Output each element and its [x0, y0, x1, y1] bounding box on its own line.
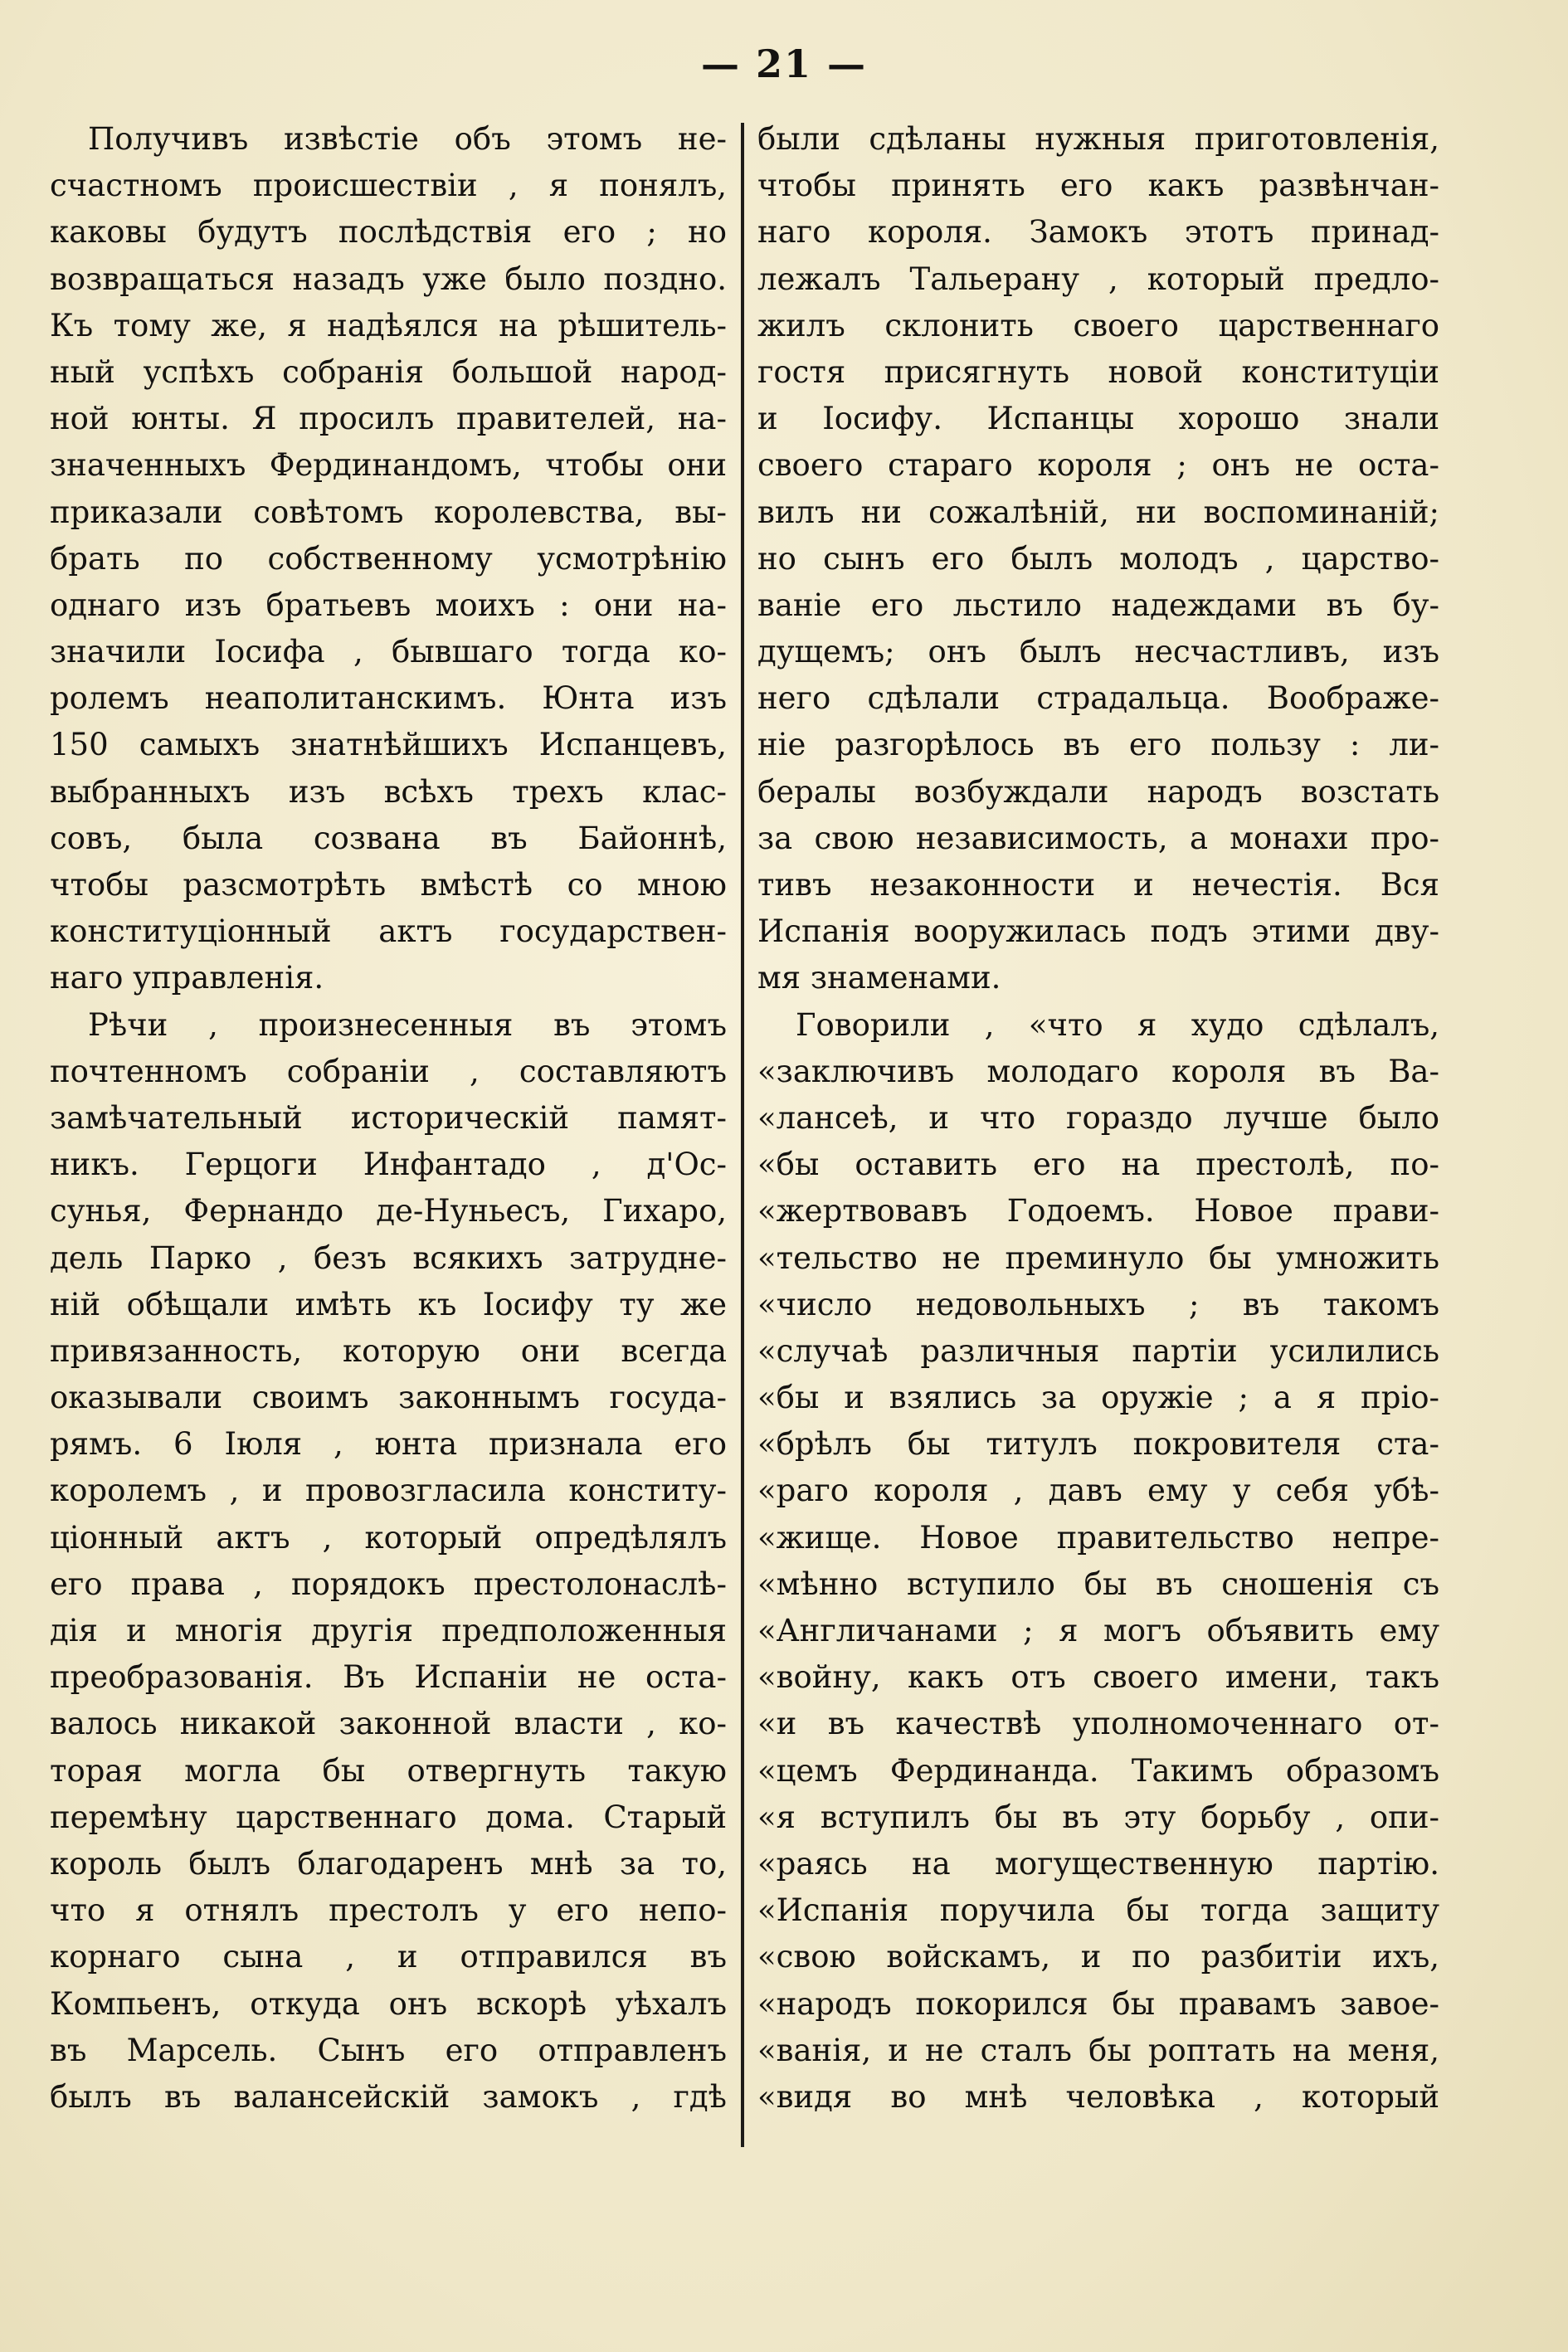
- text-line: «цемъ Фердинанда. Такимъ образомъ: [757, 1752, 1439, 1789]
- text-line: и Іосифу. Испанцы хорошо знали: [757, 401, 1439, 437]
- text-line: привязанность, которую они всегда: [50, 1332, 727, 1369]
- page-number: — 21 —: [700, 41, 868, 86]
- text-line: «Англичанами ; я могъ объявить ему: [757, 1613, 1439, 1648]
- text-line: королемъ , и провозгласила конститу-: [50, 1473, 727, 1509]
- text-line: Къ тому же, я надѣялся на рѣшитель-: [50, 307, 727, 343]
- text-line: никъ. Герцоги Инфантадо , д'Ос-: [50, 1147, 727, 1183]
- text-line: оказывали своимъ законнымъ госуда-: [50, 1380, 727, 1416]
- text-line: корнаго сына , и отправился въ: [50, 1939, 727, 1975]
- text-line: «раясь на могущественную партію.: [757, 1845, 1439, 1882]
- text-line: ролемъ неаполитанскимъ. Юнта изъ: [50, 680, 727, 717]
- text-line: «тельство не преминуло бы умножить: [757, 1239, 1439, 1276]
- text-line: но сынъ его былъ молодъ , царство-: [757, 540, 1439, 577]
- right-text-column: [757, 116, 1439, 2121]
- text-line: чтобы разсмотрѣть вмѣстѣ со мною: [50, 867, 727, 903]
- text-line: дущемъ; онъ былъ несчастливъ, изъ: [757, 634, 1439, 670]
- text-line: ваніе его льстило надеждами въ бу-: [757, 587, 1439, 623]
- text-line: гостя присягнуть новой конституціи: [757, 353, 1439, 390]
- text-line: ціонный актъ , который опредѣлялъ: [50, 1519, 727, 1556]
- text-line: значенныхъ Фердинандомъ, чтобы они: [50, 447, 727, 484]
- text-line: Испанія вооружилась подъ этими дву-: [757, 913, 1439, 950]
- text-line: вилъ ни сожалѣній, ни воспоминаній;: [757, 494, 1439, 530]
- text-line: король былъ благодаренъ мнѣ за то,: [50, 1845, 727, 1882]
- text-line: «бы оставить его на престолѣ, по-: [757, 1147, 1439, 1183]
- text-line: «мѣнно вступило бы въ сношенія съ: [757, 1566, 1439, 1602]
- text-line: за свою независимость, а монахи про-: [757, 820, 1439, 856]
- text-line: его права , порядокъ престолонаслѣ-: [50, 1566, 727, 1602]
- text-line: что я отнялъ престолъ у его непо-: [50, 1892, 727, 1929]
- text-line: ный успѣхъ собранія большой народ-: [50, 353, 727, 390]
- text-line: наго короля. Замокъ этотъ принад-: [757, 214, 1439, 251]
- text-line: «жертвовавъ Годоемъ. Новое прави-: [757, 1193, 1439, 1230]
- text-line: бералы возбуждали народъ возстать: [757, 773, 1439, 810]
- text-line: сунья, Фернандо де-Нуньесъ, Гихаро,: [50, 1193, 727, 1230]
- text-line: него сдѣлали страдальца. Воображе-: [757, 680, 1439, 717]
- text-line: наго управленія.: [50, 960, 324, 996]
- text-line: Компьенъ, откуда онъ вскорѣ уѣхалъ: [50, 1985, 727, 2022]
- text-line: замѣчательный историческій памят-: [50, 1099, 727, 1136]
- text-line: «случаѣ различныя партіи усилились: [757, 1332, 1439, 1369]
- text-line: валось никакой законной власти , ко-: [50, 1706, 727, 1742]
- text-line: «и въ качествѣ уполномоченнаго от-: [757, 1706, 1439, 1742]
- text-line: совъ, была созвана въ Байоннѣ,: [50, 820, 727, 856]
- text-line: выбранныхъ изъ всѣхъ трехъ клас-: [50, 773, 727, 810]
- text-line: Получивъ извѣстіе объ этомъ не-: [88, 121, 727, 157]
- text-line: «Испанія поручила бы тогда защиту: [757, 1892, 1439, 1929]
- text-line: ной юнты. Я просилъ правителей, на-: [50, 401, 727, 437]
- text-line: мя знаменами.: [757, 960, 1001, 996]
- text-line: ніе разгорѣлось въ его пользу : ли-: [757, 727, 1439, 763]
- text-line: «свою войскамъ, и по разбитіи ихъ,: [757, 1939, 1439, 1975]
- text-line: были сдѣланы нужныя приготовленія,: [757, 121, 1439, 157]
- text-line: «видя во мнѣ человѣка , который: [757, 2078, 1439, 2115]
- text-line: дель Парко , безъ всякихъ затрудне-: [50, 1239, 727, 1276]
- text-line: былъ въ валансейскій замокъ , гдѣ: [50, 2078, 727, 2115]
- text-line: «ванія, и не сталъ бы роптать на меня,: [757, 2032, 1439, 2068]
- text-line: каковы будутъ послѣдствія его ; но: [50, 214, 727, 251]
- text-line: лежалъ Тальерану , который предло-: [757, 261, 1439, 297]
- text-line: «народъ покорился бы правамъ завое-: [757, 1985, 1439, 2022]
- text-line: Рѣчи , произнесенныя въ этомъ: [88, 1006, 727, 1043]
- text-line: перемѣну царственнаго дома. Старый: [50, 1799, 727, 1835]
- text-line: жилъ склонить своего царственнаго: [757, 307, 1439, 343]
- text-line: дія и многія другія предположенныя: [50, 1613, 727, 1648]
- text-line: конституціонный актъ государствен-: [50, 913, 727, 950]
- column-divider: [741, 123, 744, 2147]
- text-line: ній обѣщали имѣть къ Іосифу ту же: [50, 1286, 727, 1322]
- text-line: однаго изъ братьевъ моихъ : они на-: [50, 587, 727, 623]
- text-line: брать по собственному усмотрѣнію: [50, 540, 727, 577]
- text-line: «брѣлъ бы титулъ покровителя ста-: [757, 1426, 1439, 1463]
- text-line: «бы и взялись за оружіе ; а я прiо-: [757, 1380, 1439, 1416]
- left-text-column: [50, 116, 727, 2121]
- text-line: приказали совѣтомъ королевства, вы-: [50, 494, 727, 530]
- text-line: «заключивъ молодаго короля въ Ва-: [757, 1053, 1439, 1089]
- text-line: значили Іосифа , бывшаго тогда ко-: [50, 634, 727, 670]
- text-line: чтобы принять его какъ развѣнчан-: [757, 168, 1439, 204]
- text-line: 150 самыхъ знатнѣйшихъ Испанцевъ,: [50, 727, 727, 763]
- text-line: «раго короля , давъ ему у себя убѣ-: [757, 1473, 1439, 1509]
- text-line: возвращаться назадъ уже было поздно.: [50, 261, 727, 297]
- text-line: рямъ. 6 Іюля , юнта признала его: [50, 1426, 727, 1463]
- text-line: своего стараго короля ; онъ не оста-: [757, 447, 1439, 484]
- text-line: почтенномъ собраніи , составляютъ: [50, 1053, 727, 1089]
- text-line: «войну, какъ отъ своего имени, такъ: [757, 1659, 1439, 1696]
- text-line: «я вступилъ бы въ эту борьбу , опи-: [757, 1799, 1439, 1835]
- text-line: торая могла бы отвергнуть такую: [50, 1752, 727, 1789]
- text-line: «лансеѣ, и что гораздо лучше было: [757, 1099, 1439, 1136]
- text-line: Говорили , «что я худо сдѣлалъ,: [796, 1006, 1439, 1043]
- text-line: въ Марсель. Сынъ его отправленъ: [50, 2032, 727, 2068]
- text-line: счастномъ происшествіи , я понялъ,: [50, 168, 727, 204]
- text-line: «жище. Новое правительство непре-: [757, 1519, 1439, 1556]
- text-line: «число недовольныхъ ; въ такомъ: [757, 1286, 1439, 1322]
- text-line: преобразованія. Въ Испаніи не оста-: [50, 1659, 727, 1696]
- text-line: тивъ незаконности и нечестія. Вся: [757, 867, 1439, 903]
